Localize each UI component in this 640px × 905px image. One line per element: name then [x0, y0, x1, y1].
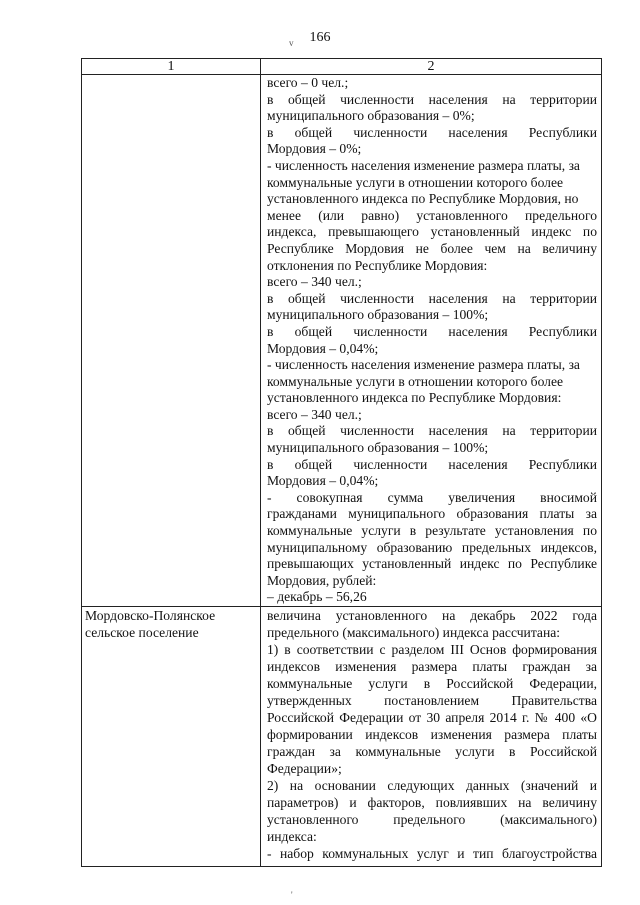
text-line: превышающих установленный индекс по Республике — [267, 556, 597, 572]
text-line: установленного предельного (максимального) — [267, 812, 597, 827]
text-line: установленного индекса по Республике Мордовия, но — [267, 191, 579, 207]
text-line: индексов изменения размера платы граждан за — [267, 659, 597, 674]
text-line: Республике Мордовия не более чем на величину — [267, 240, 597, 256]
text-line: в общей численности населения Республики — [267, 456, 597, 472]
text-line: граждан за коммунальные услуги в Российской — [267, 744, 597, 759]
text-line: всего – 0 чел.; — [267, 75, 349, 90]
text-line: Мордовия – 0,04%; — [267, 340, 379, 356]
text-line: в общей численности населения на территории — [267, 423, 597, 439]
scan-mark-bottom: ' — [291, 890, 293, 900]
content-text — [267, 607, 597, 862]
text-line: в общей численности населения на территории — [267, 290, 597, 306]
text-line: 2) на основании следующих данных (значений и — [267, 778, 597, 793]
text-line: Мордовия – 0%; — [267, 141, 362, 157]
text-line: в общей численности населения Республики — [267, 124, 597, 140]
text-line: величина установленного на декабрь 2022 года — [267, 608, 597, 623]
text-line: - совокупная сумма увеличения вносимой — [267, 489, 597, 505]
text-line: гражданами муниципального образования платы за — [267, 506, 597, 522]
text-line: индекса: — [267, 829, 317, 844]
text-line: менее (или равно) установленного предельного — [267, 207, 597, 223]
text-line: – декабрь – 56,26 — [267, 589, 367, 605]
text-line: Российской Федерации от 30 апреля 2014 г. № 400 «О — [267, 710, 597, 725]
content-text — [267, 75, 597, 606]
column-header-2: 2 — [261, 59, 602, 75]
page-number: 166 — [309, 30, 331, 45]
text-line: утвержденных постановлением Правительства — [267, 693, 597, 708]
scan-mark-top: v — [289, 38, 294, 48]
text-line: всего – 340 чел.; — [267, 406, 362, 422]
text-line: коммунальные услуги в результате установления по — [267, 523, 597, 539]
text-line: коммунальные услуги в отношении которого более — [267, 373, 564, 389]
text-line: в общей численности населения Республики — [267, 323, 597, 339]
content-cell — [261, 607, 602, 867]
settlement-name-cell: Мордовско-Полянское сельское поселение — [82, 607, 261, 867]
text-line: параметров) и факторов, повлиявших на величину — [267, 795, 597, 810]
text-line: - численность населения изменение размера платы, за — [267, 357, 580, 373]
text-line: коммунальные услуги в отношении которого более — [267, 174, 564, 190]
text-line: индекса, превышающего установленный индекс по — [267, 224, 597, 240]
text-line: Федерации»; — [267, 761, 342, 776]
text-line: 1) в соответствии с разделом III Основ формирования — [267, 642, 597, 657]
column-header-1: 1 — [82, 59, 261, 75]
content-cell — [261, 75, 602, 607]
settlement-name-cell — [82, 75, 261, 607]
text-line: в общей численности населения на территории — [267, 91, 597, 107]
text-line: Мордовия, рублей: — [267, 572, 377, 588]
text-line: муниципального образования – 100%; — [267, 307, 489, 323]
text-line: формировании индексов изменения размера платы — [267, 727, 597, 742]
table-row — [82, 75, 602, 607]
table-row — [82, 607, 602, 867]
text-line: предельного (максимального) индекса рассчитана: — [267, 625, 561, 640]
document-table — [81, 58, 602, 867]
text-line: муниципальному образованию предельных индексов, — [267, 539, 597, 555]
table-header-row — [82, 59, 602, 75]
text-line: Мордовия – 0,04%; — [267, 473, 379, 489]
text-line: коммунальные услуги в Российской Федерации, — [267, 676, 597, 691]
text-line: муниципального образования – 0%; — [267, 108, 475, 124]
text-line: - набор коммунальных услуг и тип благоустройства — [267, 846, 597, 861]
text-line: отклонения по Республике Мордовия: — [267, 257, 488, 273]
text-line: всего – 340 чел.; — [267, 274, 362, 290]
text-line: муниципального образования – 100%; — [267, 440, 489, 456]
text-line: - численность населения изменение размера платы, за — [267, 157, 580, 173]
text-line: установленного индекса по Республике Мордовия: — [267, 390, 562, 406]
